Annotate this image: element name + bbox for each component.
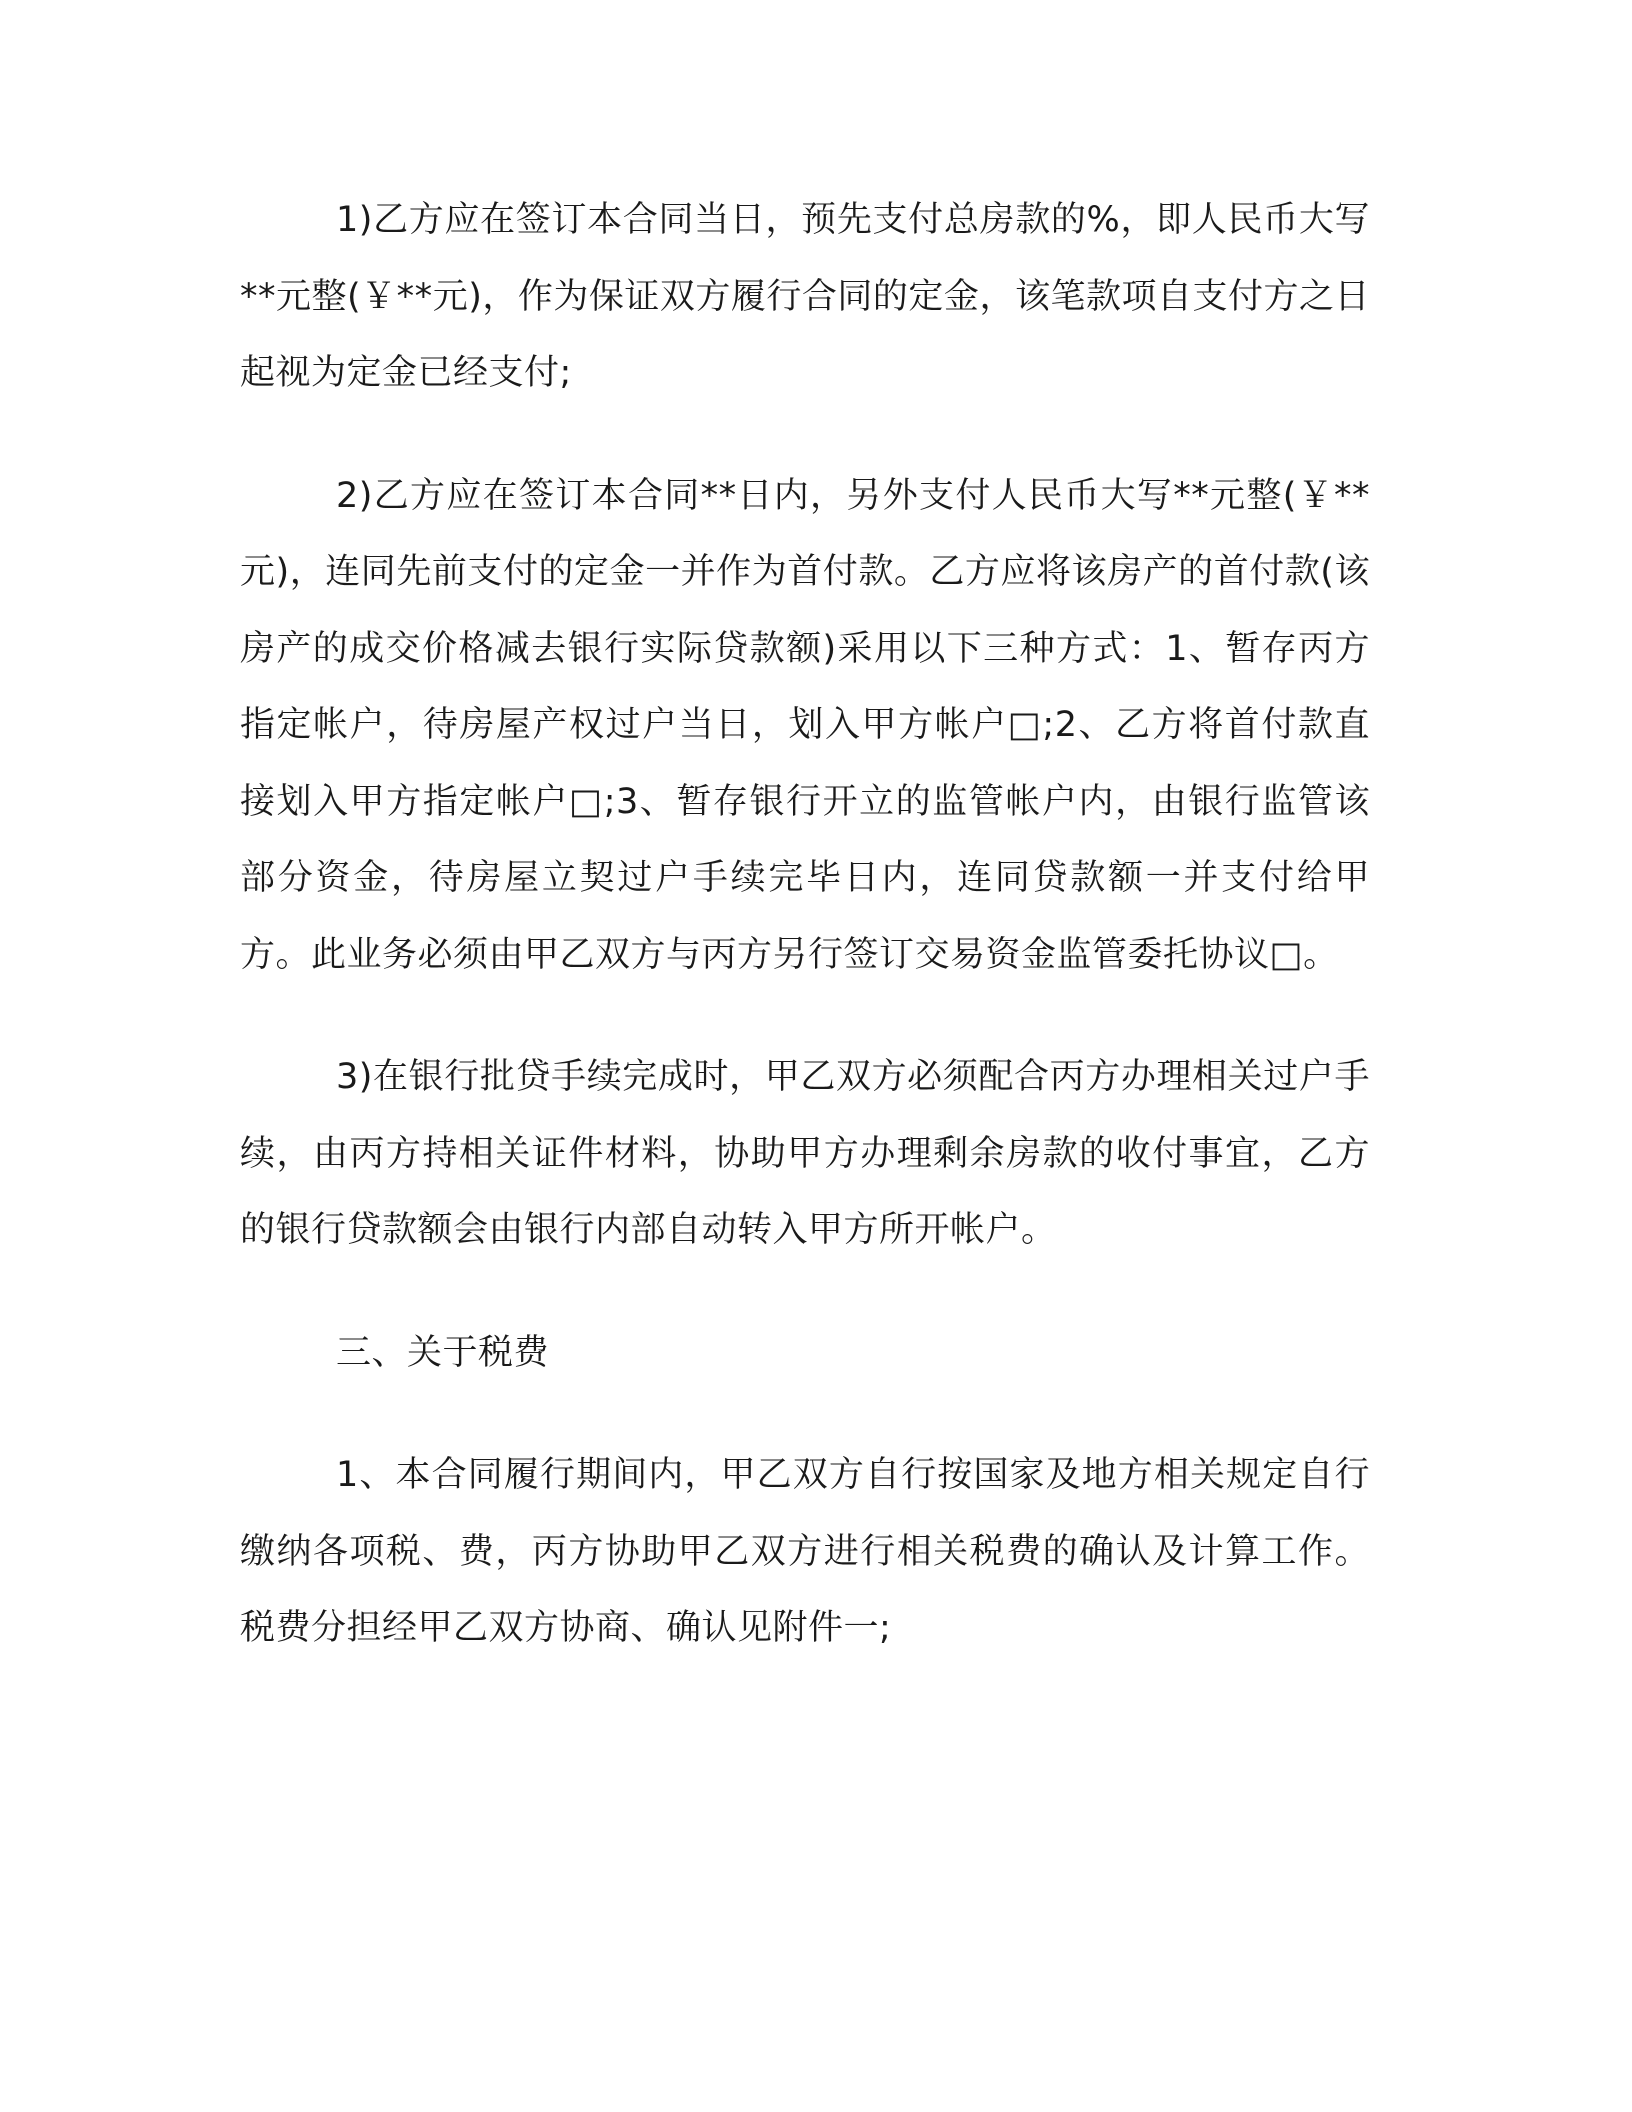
clause-paragraph-3: 3)在银行批贷手续完成时，甲乙双方必须配合丙方办理相关过户手续，由丙方持相关证件材料，协助甲方办理剩余房款的收付事宜，乙方的银行贷款额会由银行内部自动转入甲方所开帐户。 — [240, 1057, 1370, 1250]
clause-paragraph-1: 1)乙方应在签订本合同当日，预先支付总房款的%，即人民币大写**元整(￥**元)，作为保证双方履行合同的定金，该笔款项自支付方之日起视为定金已经支付; — [240, 200, 1370, 393]
clause-paragraph-2: 2)乙方应在签订本合同**日内，另外支付人民币大写**元整(￥**元)，连同先前支付的定金一并作为首付款。乙方应将该房产的首付款(该房产的成交价格减去银行实际贷款额)采用以下三种方式：1、暂存丙方指定帐户，待房屋产权过户当日，划入甲方帐户□;2、乙方将首付款直接划入甲方指定帐户□;3、暂存银行开立的监管帐户内，由银行监管该部分资金，待房屋立契过户手续完毕日内，连同贷款额一并支付给甲方。此业务必须由甲乙双方与丙方另行签订交易资金监管委托协议□。 — [240, 475, 1370, 975]
section-heading: 三、关于税费 — [336, 1332, 550, 1373]
tax-clause-paragraph-1: 1、本合同履行期间内，甲乙双方自行按国家及地方相关规定自行缴纳各项税、费，丙方协助甲乙双方进行相关税费的确认及计算工作。税费分担经甲乙双方协商、确认见附件一; — [240, 1455, 1370, 1648]
document-body — [240, 182, 1370, 1713]
